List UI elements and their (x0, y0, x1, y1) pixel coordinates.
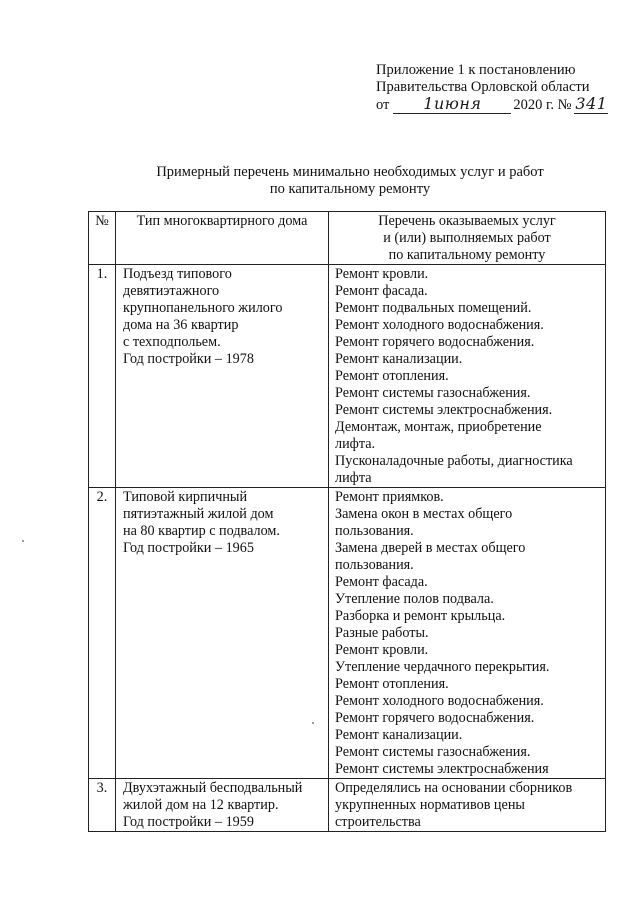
house-type-line: девятиэтажного (123, 283, 220, 299)
work-item: Ремонт системы электроснабжения (335, 761, 549, 777)
document-header (376, 62, 626, 114)
table-header-row (89, 212, 606, 265)
house-type-cell (116, 779, 329, 832)
work-item: Ремонт кровли. (335, 266, 429, 282)
work-item: Пусконаладочные работы, диагностика (335, 453, 573, 469)
document-title (90, 164, 610, 198)
house-type-line: Типовой кирпичный (123, 489, 248, 505)
house-type-line: Год постройки – 1965 (123, 540, 254, 556)
work-item: Ремонт канализации. (335, 727, 463, 743)
work-item: пользования. (335, 523, 414, 539)
date-prefix: от (376, 97, 390, 113)
document-number-field (574, 96, 608, 114)
work-item: Демонтаж, монтаж, приобретение (335, 419, 542, 435)
header-date-line (376, 96, 626, 114)
work-item: пользования. (335, 557, 414, 573)
work-item: Утепление чердачного перекрытия. (335, 659, 550, 675)
house-type-line: Год постройки – 1978 (123, 351, 254, 367)
work-item: строительства (335, 814, 421, 830)
works-list-cell (329, 265, 606, 488)
work-item: Ремонт горячего водоснабжения. (335, 334, 535, 350)
work-item: Ремонт фасада. (335, 574, 428, 590)
date-day-field (393, 96, 511, 114)
row-number: 3. (89, 779, 116, 832)
work-item: Разные работы. (335, 625, 429, 641)
row-number: 2. (89, 488, 116, 779)
work-item: Ремонт системы газоснабжения. (335, 385, 531, 401)
work-item: Ремонт канализации. (335, 351, 463, 367)
work-item: Ремонт отопления. (335, 676, 449, 692)
house-type-line: пятиэтажный жилой дом (123, 506, 274, 522)
header-works (329, 212, 606, 265)
work-item: Замена окон в местах общего (335, 506, 513, 522)
house-type-line: жилой дом на 12 квартир. (123, 797, 279, 813)
work-item: Ремонт приямков. (335, 489, 444, 505)
work-item: Ремонт подвальных помещений. (335, 300, 532, 316)
house-type-line: с техподпольем. (123, 334, 221, 350)
table-row (89, 488, 606, 779)
works-list-cell (329, 488, 606, 779)
header-works-line: Перечень оказываемых услуг (378, 213, 556, 229)
date-year: 2020 г. № (513, 97, 572, 113)
header-works-line: по капитальному ремонту (388, 247, 546, 263)
header-type: Тип многоквартирного дома (116, 212, 329, 265)
work-item: Утепление полов подвала. (335, 591, 494, 607)
work-item: лифта. (335, 436, 376, 452)
work-item: Ремонт системы электроснабжения. (335, 402, 553, 418)
work-item: лифта (335, 470, 372, 486)
row-number: 1. (89, 265, 116, 488)
house-type-line: на 80 квартир с подвалом. (123, 523, 280, 539)
scan-speck (312, 722, 314, 724)
table-row (89, 779, 606, 832)
house-type-cell (116, 265, 329, 488)
house-type-line: Год постройки – 1959 (123, 814, 254, 830)
work-item: Ремонт системы газоснабжения. (335, 744, 531, 760)
house-type-line: крупнопанельного жилого (123, 300, 283, 316)
scan-speck (22, 540, 24, 542)
work-item: Разборка и ремонт крыльца. (335, 608, 506, 624)
header-works-line: и (или) выполняемых работ (383, 230, 551, 246)
handwritten-number: 341 (575, 94, 608, 113)
works-list-cell (329, 779, 606, 832)
handwritten-date: 1июня (423, 94, 482, 113)
title-line-1: Примерный перечень минимально необходимых услуг и работ (156, 164, 544, 180)
work-item: Ремонт горячего водоснабжения. (335, 710, 535, 726)
work-item: Ремонт холодного водоснабжения. (335, 693, 544, 709)
work-item: Определялись на основании сборников (335, 780, 573, 796)
work-item: Ремонт фасада. (335, 283, 428, 299)
work-item: Замена дверей в местах общего (335, 540, 526, 556)
works-table (88, 211, 606, 832)
house-type-line: Двухэтажный бесподвальный (123, 780, 303, 796)
house-type-cell (116, 488, 329, 779)
house-type-line: дома на 36 квартир (123, 317, 239, 333)
table-body (89, 265, 606, 832)
title-line-2: по капитальному ремонту (269, 181, 431, 197)
table-row (89, 265, 606, 488)
house-type-line: Подъезд типового (123, 266, 232, 282)
header-num: № (89, 212, 116, 265)
work-item: Ремонт отопления. (335, 368, 449, 384)
work-item: Ремонт кровли. (335, 642, 429, 658)
work-item: Ремонт холодного водоснабжения. (335, 317, 544, 333)
header-line-1: Приложение 1 к постановлению (376, 62, 576, 78)
work-item: укрупненных нормативов цены (335, 797, 525, 813)
header-line-2: Правительства Орловской области (376, 79, 590, 95)
